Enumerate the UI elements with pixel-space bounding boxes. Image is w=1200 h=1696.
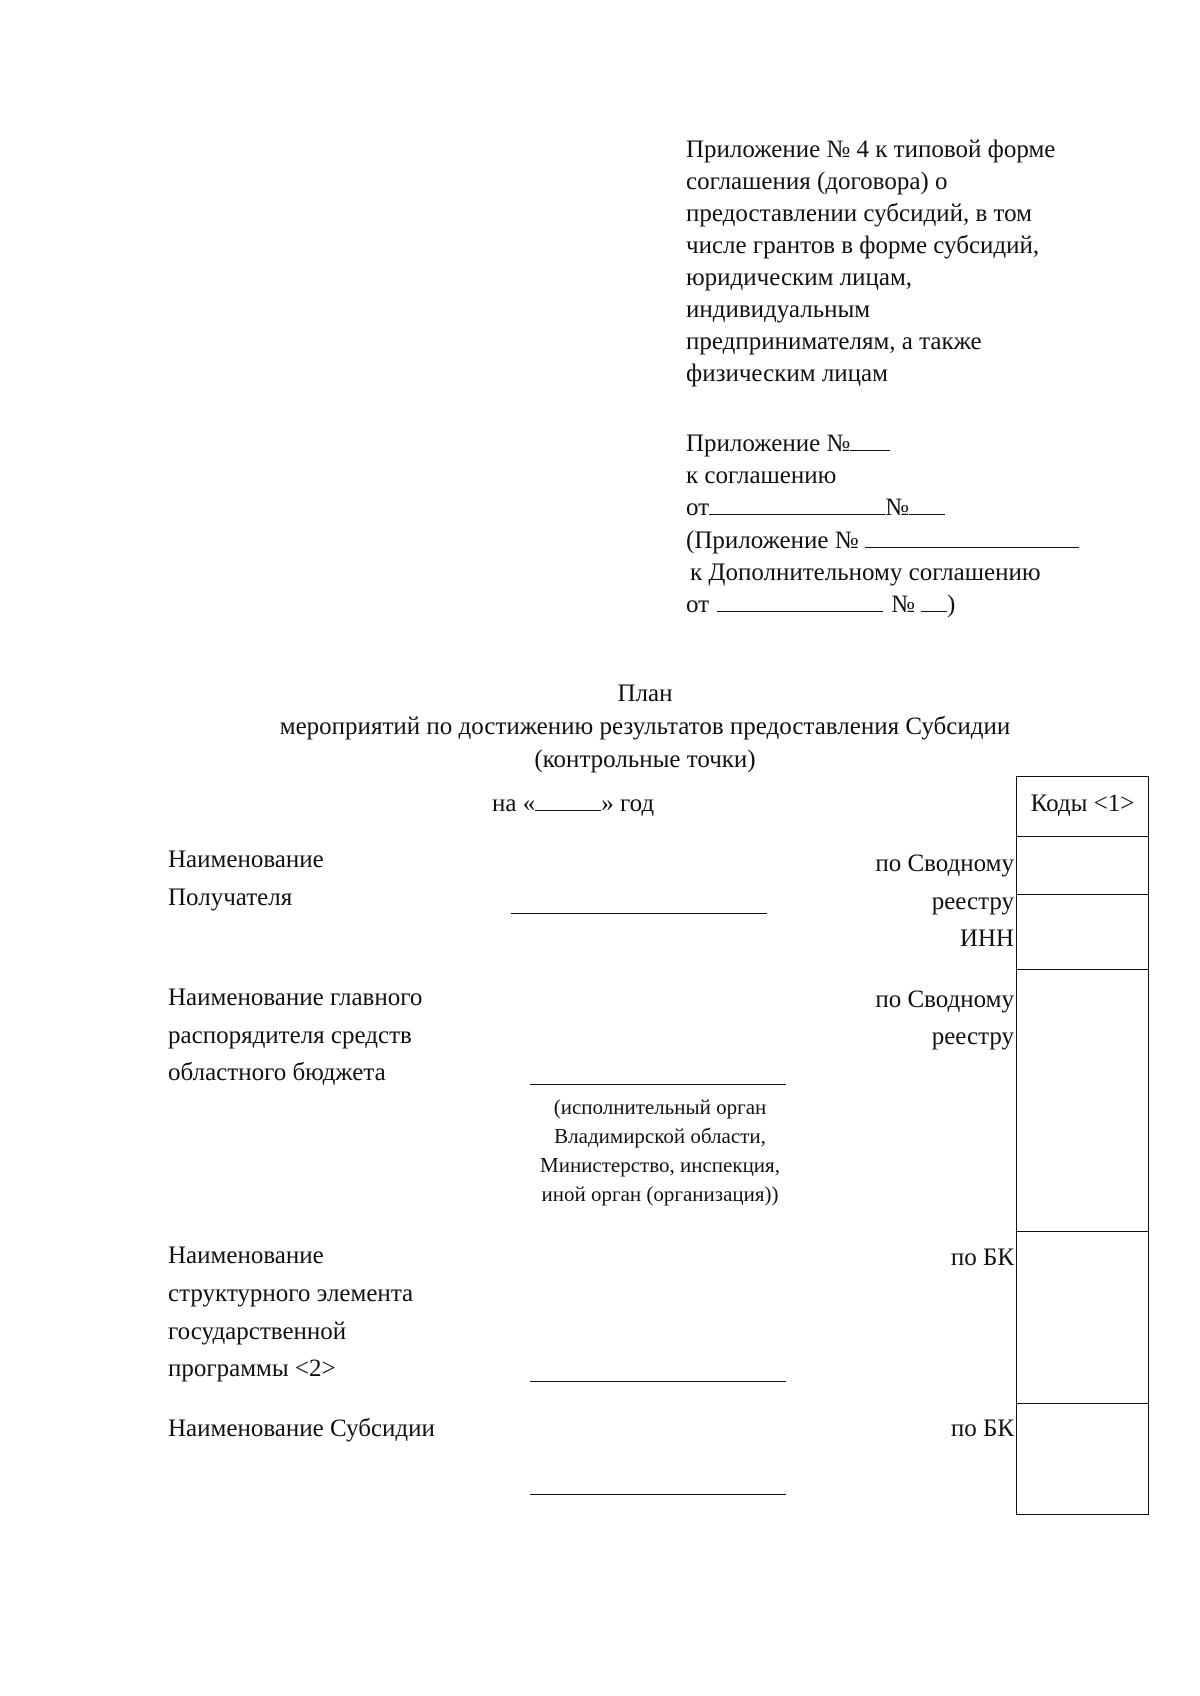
page-subtitle: мероприятий по достижению результатов предоставления Субсидии bbox=[279, 713, 1011, 740]
manager-code-label: по Сводному bbox=[875, 986, 1014, 1013]
number-blank bbox=[909, 492, 945, 515]
manager-blank bbox=[530, 1084, 786, 1085]
recipient-inn-label: ИНН bbox=[959, 925, 1014, 952]
subsidy-label: Наименование Субсидии bbox=[168, 1415, 435, 1442]
program-blank bbox=[530, 1381, 786, 1382]
codes-row-divider bbox=[1016, 836, 1149, 837]
appendix-header bbox=[686, 134, 1055, 390]
appendix-header-line: предпринимателям, а также bbox=[686, 328, 982, 355]
manager-note: (исполнительный орган bbox=[553, 1095, 767, 1119]
codes-row-divider bbox=[1016, 1403, 1149, 1404]
additional-number-blank bbox=[921, 589, 947, 612]
year-prefix: на « bbox=[492, 790, 536, 817]
year-blank bbox=[535, 788, 601, 811]
appendix-number-label: Приложение № bbox=[686, 430, 851, 457]
additional-agreement-label: к Дополнительному соглашению bbox=[690, 559, 1041, 586]
recipient-label: Получателя bbox=[168, 884, 293, 911]
recipient-blank bbox=[511, 913, 767, 914]
closing-paren: ) bbox=[946, 591, 956, 618]
year-line bbox=[492, 788, 654, 820]
appendix-header-line: соглашения (договора) о bbox=[686, 168, 948, 195]
manager-note: иной орган (организация)) bbox=[541, 1182, 779, 1206]
codes-header: Коды <1> bbox=[1030, 790, 1135, 817]
year-suffix: » год bbox=[601, 790, 655, 817]
page-subtitle-note: (контрольные точки) bbox=[534, 746, 756, 773]
appendix-header-line: предоставлении субсидий, в том bbox=[686, 200, 1032, 227]
program-label: программы <2> bbox=[168, 1355, 336, 1382]
appendix-header-line: юридическим лицам, bbox=[686, 264, 913, 291]
program-code-label: по БК bbox=[950, 1244, 1014, 1271]
manager-label: областного бюджета bbox=[168, 1059, 386, 1086]
program-label: Наименование bbox=[168, 1242, 324, 1269]
page-title: План bbox=[617, 680, 673, 707]
manager-note: Владимирской области, bbox=[554, 1124, 766, 1148]
subsidy-blank bbox=[530, 1494, 786, 1495]
additional-date-blank bbox=[717, 589, 883, 612]
date-blank bbox=[709, 492, 885, 515]
agreement-label: к соглашению bbox=[686, 462, 837, 489]
appendix-number-blank bbox=[850, 428, 890, 451]
additional-from-label: от bbox=[686, 591, 710, 618]
from-label: от bbox=[686, 494, 710, 521]
additional-number-label: № bbox=[891, 591, 915, 618]
codes-box bbox=[1016, 776, 1149, 1515]
recipient-code-label: реестру bbox=[931, 888, 1014, 915]
codes-row-divider bbox=[1016, 894, 1149, 895]
manager-code-label: реестру bbox=[931, 1023, 1014, 1050]
additional-appendix-label: (Приложение № bbox=[686, 527, 859, 554]
program-label: государственной bbox=[168, 1318, 347, 1345]
codes-row-divider bbox=[1016, 969, 1149, 970]
manager-label: Наименование главного bbox=[168, 984, 423, 1011]
additional-appendix-blank bbox=[865, 525, 1079, 548]
recipient-label: Наименование bbox=[168, 846, 324, 873]
manager-note: Министерство, инспекция, bbox=[540, 1153, 780, 1177]
codes-row-divider bbox=[1016, 1231, 1149, 1232]
appendix-header-line: числе грантов в форме субсидий, bbox=[686, 232, 1040, 259]
subsidy-code-label: по БК bbox=[950, 1415, 1014, 1442]
number-label: № bbox=[885, 494, 909, 521]
appendix-header-line: физическим лицам bbox=[686, 360, 888, 387]
appendix-header-line: Приложение № 4 к типовой форме bbox=[686, 136, 1056, 163]
agreement-reference bbox=[686, 428, 1146, 628]
recipient-code-label: по Сводному bbox=[875, 850, 1014, 877]
manager-label: распорядителя средств bbox=[168, 1022, 412, 1049]
appendix-header-line: индивидуальным bbox=[686, 296, 871, 323]
program-label: структурного элемента bbox=[168, 1280, 414, 1307]
